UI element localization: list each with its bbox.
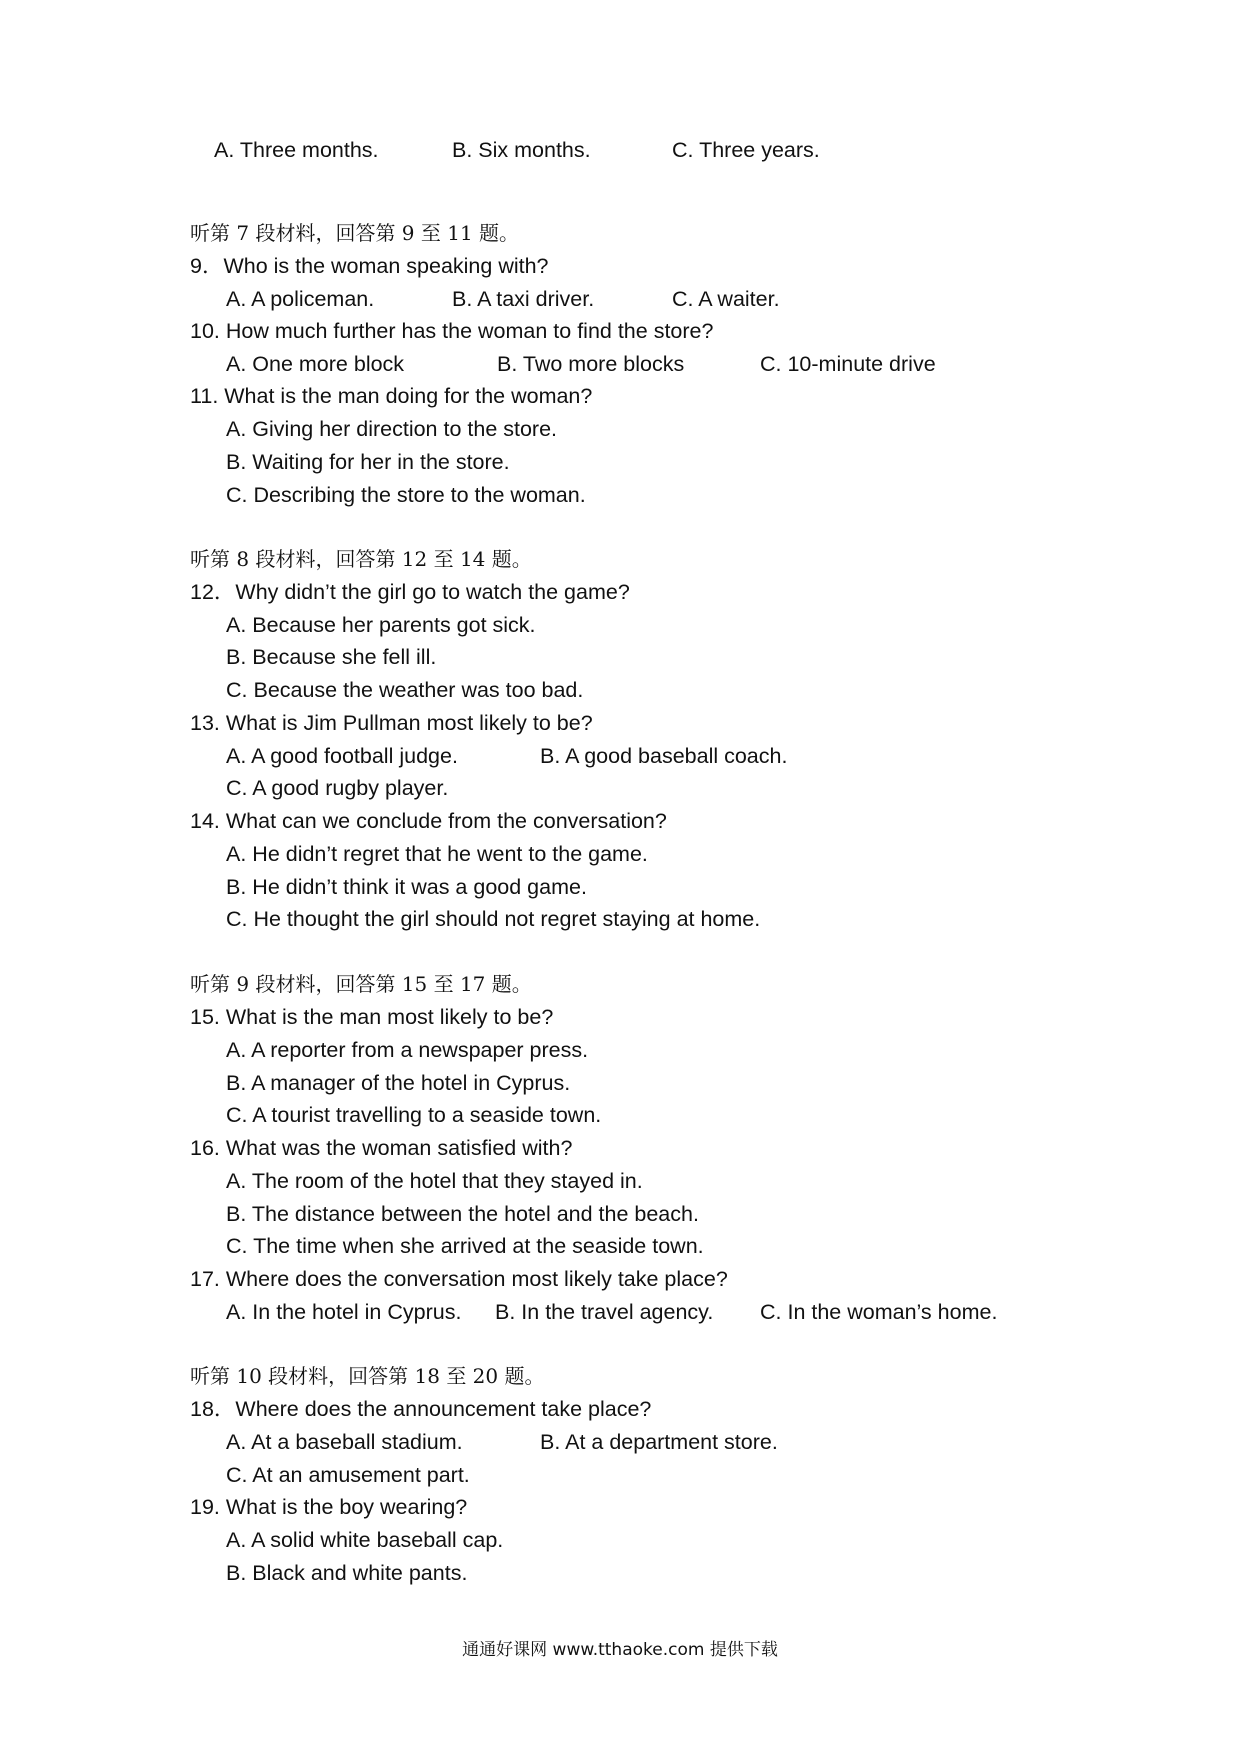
q9-option-c: C. A waiter. xyxy=(672,287,780,311)
q16-option-c: C. The time when she arrived at the seaside town. xyxy=(226,1234,704,1258)
q18-option-a: A. At a baseball stadium. xyxy=(226,1430,463,1454)
q17-option-c: C. In the woman’s home. xyxy=(760,1300,998,1324)
q10-option-a: A. One more block xyxy=(226,352,405,376)
q11-stem: 11. What is the man doing for the woman? xyxy=(190,384,593,408)
q14-option-c: C. He thought the girl should not regret staying at home. xyxy=(226,907,761,931)
section-heading-7: 听第 7 段材料，回答第 9 至 11 题。 xyxy=(190,221,520,245)
q17-stem: 17. Where does the conversation most likely take place? xyxy=(190,1267,728,1291)
q9-option-a: A. A policeman. xyxy=(226,287,375,311)
q12-option-c: C. Because the weather was too bad. xyxy=(226,678,584,702)
q15-stem: 15. What is the man most likely to be? xyxy=(190,1005,554,1029)
q11-option-a: A. Giving her direction to the store. xyxy=(226,417,558,441)
q13-option-b: B. A good baseball coach. xyxy=(540,744,788,768)
q15-option-c: C. A tourist travelling to a seaside town. xyxy=(226,1103,602,1127)
q14-option-a: A. He didn’t regret that he went to the game. xyxy=(226,842,648,866)
q18-stem: 18．Where does the announcement take place? xyxy=(190,1397,652,1421)
section-heading-10: 听第 10 段材料，回答第 18 至 20 题。 xyxy=(190,1364,545,1388)
q15-option-a: A. A reporter from a newspaper press. xyxy=(226,1038,589,1062)
q19-option-b: B. Black and white pants. xyxy=(226,1561,468,1585)
q16-stem: 16. What was the woman satisfied with? xyxy=(190,1136,573,1160)
q9-option-b: B. A taxi driver. xyxy=(452,287,595,311)
q9-stem: 9．Who is the woman speaking with? xyxy=(190,254,549,278)
section-heading-8: 听第 8 段材料，回答第 12 至 14 题。 xyxy=(190,547,532,571)
q11-option-c: C. Describing the store to the woman. xyxy=(226,483,586,507)
q13-option-a: A. A good football judge. xyxy=(226,744,458,768)
page-footer: 通通好课网 www.tthaoke.com 提供下载 xyxy=(462,1640,778,1660)
q17-option-b: B. In the travel agency. xyxy=(495,1300,714,1324)
q10-stem: 10. How much further has the woman to find the store? xyxy=(190,319,714,343)
q19-stem: 19. What is the boy wearing? xyxy=(190,1495,468,1519)
q12-stem: 12．Why didn’t the girl go to watch the game? xyxy=(190,580,630,604)
q16-option-a: A. The room of the hotel that they stayed in. xyxy=(226,1169,643,1193)
q11-option-b: B. Waiting for her in the store. xyxy=(226,450,510,474)
q15-option-b: B. A manager of the hotel in Cyprus. xyxy=(226,1071,571,1095)
q19-option-a: A. A solid white baseball cap. xyxy=(226,1528,504,1552)
q8-option-b: B. Six months. xyxy=(452,138,591,162)
q14-stem: 14. What can we conclude from the conversation? xyxy=(190,809,667,833)
q13-option-c: C. A good rugby player. xyxy=(226,776,449,800)
q10-option-b: B. Two more blocks xyxy=(497,352,685,376)
q18-option-b: B. At a department store. xyxy=(540,1430,778,1454)
q8-option-c: C. Three years. xyxy=(672,138,820,162)
q8-option-a: A. Three months. xyxy=(214,138,379,162)
q10-option-c: C. 10-minute drive xyxy=(760,352,936,376)
q17-option-a: A. In the hotel in Cyprus. xyxy=(226,1300,462,1324)
q12-option-a: A. Because her parents got sick. xyxy=(226,613,536,637)
q16-option-b: B. The distance between the hotel and the beach. xyxy=(226,1202,699,1226)
section-heading-9: 听第 9 段材料，回答第 15 至 17 题。 xyxy=(190,972,532,996)
q18-option-c: C. At an amusement part. xyxy=(226,1463,470,1487)
q14-option-b: B. He didn’t think it was a good game. xyxy=(226,875,587,899)
q12-option-b: B. Because she fell ill. xyxy=(226,645,437,669)
q13-stem: 13. What is Jim Pullman most likely to be? xyxy=(190,711,593,735)
